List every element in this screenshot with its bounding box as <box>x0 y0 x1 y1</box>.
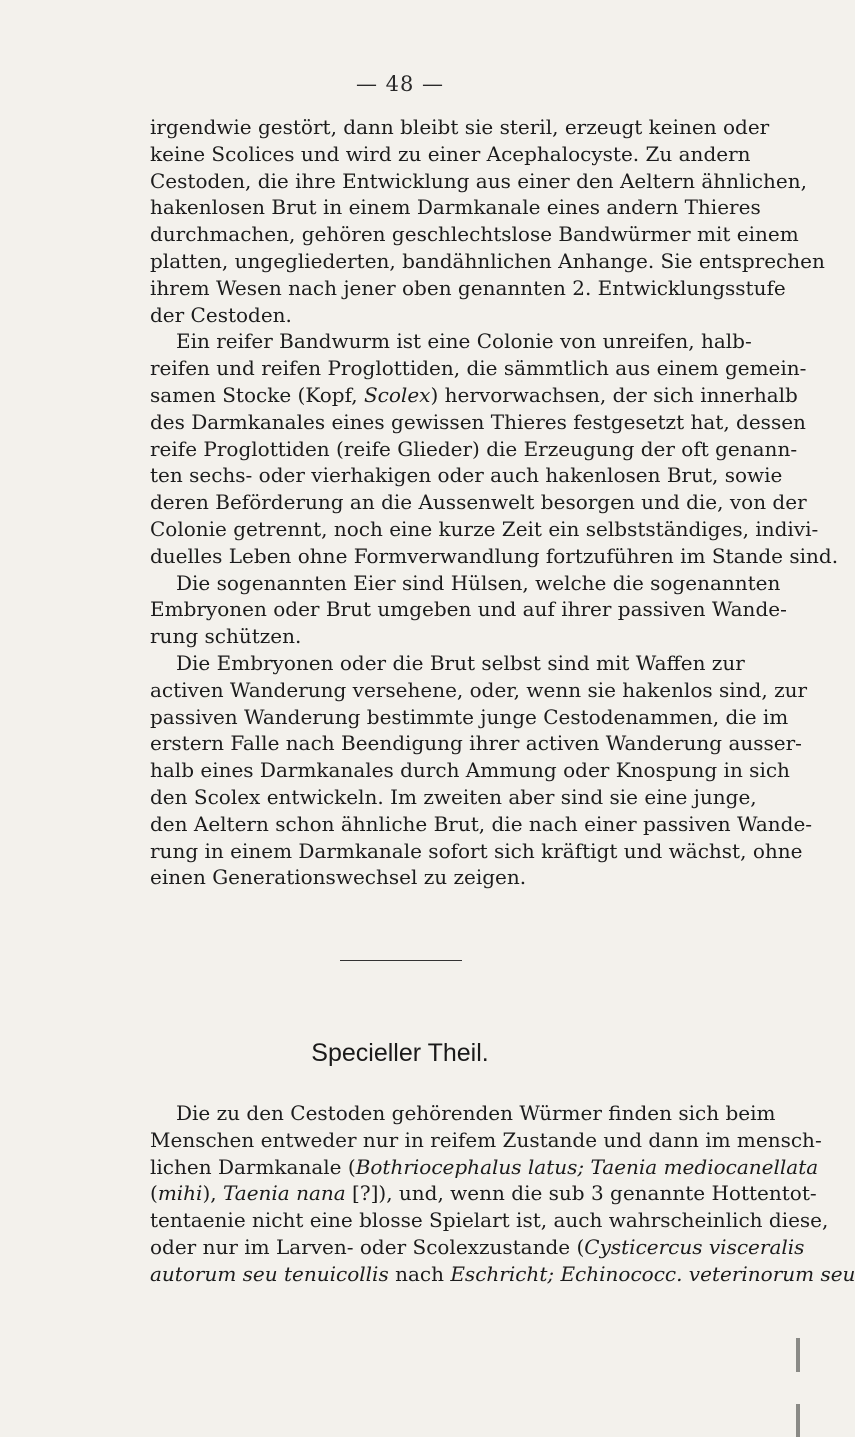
text-line <box>150 1180 817 1207</box>
text-line: passiven Wanderung bestimmte junge Cestodenammen, die im <box>150 704 789 729</box>
text-line: Colonie getrennt, noch eine kurze Zeit ein selbstständiges, indivi- <box>150 516 819 541</box>
paragraph-start-line: Die Embryonen oder die Brut selbst sind mit Waffen zur <box>176 650 745 675</box>
text-line: Menschen entweder nur in reifem Zustande und dann im mensch- <box>150 1127 822 1152</box>
page-edge-mark <box>796 1404 800 1437</box>
text-line: ten sechs- oder vierhakigen oder auch hakenlosen Brut, sowie <box>150 463 783 488</box>
paragraph-start-line: Die zu den Cestoden gehörenden Würmer finden sich beim <box>176 1101 776 1125</box>
text-line: Cestoden, die ihre Entwicklung aus einer den Aeltern ähnlichen, <box>150 168 807 193</box>
text-line: halb eines Darmkanales durch Ammung oder Knospung in sich <box>150 758 790 783</box>
text-line: durchmachen, gehören geschlechtslose Bandwürmer mit einem <box>150 222 799 247</box>
text-line: des Darmkanales eines gewissen Thieres festgesetzt hat, dessen <box>150 409 806 434</box>
text-line: reifen und reifen Proglottiden, die sämmtlich aus einem gemein- <box>150 356 807 381</box>
body-text-upper <box>150 114 839 891</box>
text-run: nach <box>388 1261 451 1286</box>
italic-term: Eschricht; Echinococc. veterinorum seu <box>450 1261 855 1286</box>
italic-term: Taenia nana <box>222 1181 346 1206</box>
section-heading: Specieller Theil. <box>311 1039 489 1067</box>
section-divider <box>340 960 462 961</box>
text-line: ihrem Wesen nach jener oben genannten 2. Entwicklungsstufe <box>150 275 786 300</box>
text-line: deren Beförderung an die Aussenwelt besorgen und die, von der <box>150 490 807 515</box>
text-line: rung schützen. <box>150 624 302 649</box>
text-line <box>150 382 798 409</box>
text-line: tentaenie nicht eine blosse Spielart ist, auch wahrscheinlich diese, <box>150 1208 829 1233</box>
page-edge-mark <box>796 1338 800 1372</box>
text-line: den Scolex entwickeln. Im zweiten aber sind sie eine junge, <box>150 784 757 809</box>
text-line: rung in einem Darmkanale sofort sich kräftigt und wächst, ohne <box>150 838 803 863</box>
text-line: einen Generationswechsel zu zeigen. <box>150 865 527 890</box>
text-line: activen Wanderung versehene, oder, wenn sie hakenlos sind, zur <box>150 677 808 702</box>
text-run: ), <box>202 1181 223 1206</box>
italic-term: mihi <box>157 1181 203 1206</box>
text-line: den Aeltern schon ähnliche Brut, die nach einer passiven Wande- <box>150 811 813 836</box>
text-line: keine Scolices und wird zu einer Acephalocyste. Zu andern <box>150 141 751 166</box>
text-line: erstern Falle nach Beendigung ihrer activen Wanderung ausser- <box>150 731 802 756</box>
text-line <box>150 1234 805 1261</box>
text-line: der Cestoden. <box>150 302 292 327</box>
text-run: samen Stocke (Kopf, <box>150 382 364 407</box>
text-line: duelles Leben ohne Formverwandlung fortzuführen im Stande sind. <box>150 543 839 568</box>
body-text-lower <box>150 1100 855 1288</box>
text-run: lichen Darmkanale ( <box>150 1154 356 1179</box>
text-run: ) hervorwachsen, der sich innerhalb <box>430 382 798 407</box>
text-line: hakenlosen Brut in einem Darmkanale eines andern Thieres <box>150 195 761 220</box>
text-run: oder nur im Larven- oder Scolexzustande ( <box>150 1234 585 1259</box>
text-line <box>150 1154 819 1181</box>
italic-term: Scolex <box>363 382 431 407</box>
paragraph-start-line: Ein reifer Bandwurm ist eine Colonie von unreifen, halb- <box>176 329 752 354</box>
text-line: irgendwie gestört, dann bleibt sie steril, erzeugt keinen oder <box>150 115 770 139</box>
text-line <box>150 1261 855 1288</box>
text-run: ( <box>150 1181 158 1206</box>
text-line: platten, ungegliederten, bandähnlichen Anhange. Sie entsprechen <box>150 248 825 273</box>
paragraph-start-line: Die sogenannten Eier sind Hülsen, welche die sogenannten <box>176 570 781 595</box>
text-line: reife Proglottiden (reife Glieder) die Erzeugung der oft genann- <box>150 436 798 461</box>
page-number: — 48 — <box>355 72 445 96</box>
text-line: Embryonen oder Brut umgeben und auf ihrer passiven Wande- <box>150 597 787 622</box>
italic-term: Bothriocephalus latus; Taenia mediocanellata <box>355 1154 819 1179</box>
italic-term: Cysticercus visceralis <box>584 1234 805 1259</box>
text-run: [?]), und, wenn die sub 3 genannte Hottentot- <box>345 1181 817 1206</box>
italic-term: autorum seu tenuicollis <box>150 1261 389 1286</box>
